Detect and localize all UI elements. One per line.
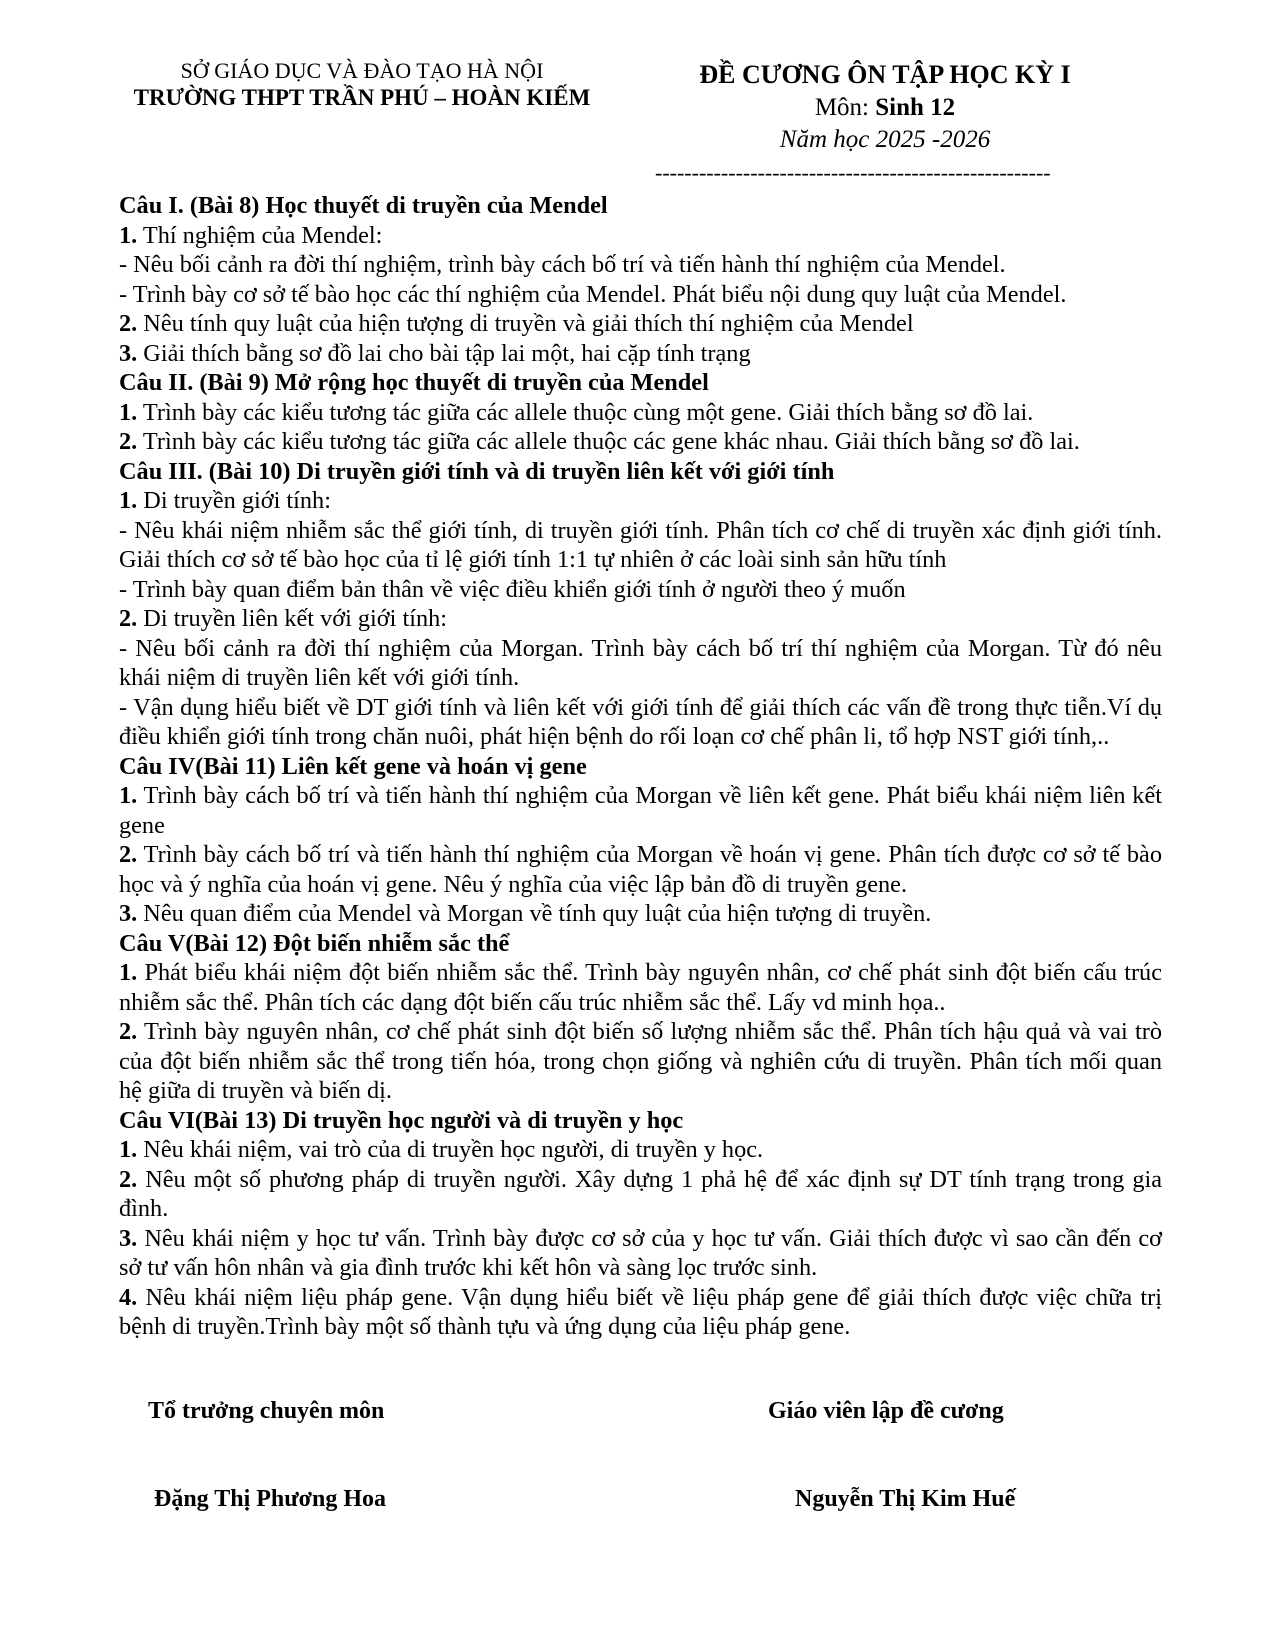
item-number: 2.: [119, 1165, 138, 1193]
item-number: 2.: [119, 310, 138, 337]
item-text: Nêu khái niệm y học tư vấn. Trình bày được cơ sở của y học tư vấn. Giải thích được vì sao cần đến cơ sở tư vấn hôn nhân và gia đình trước khi kết hôn và sàng lọc trước sinh.: [119, 1224, 1162, 1281]
signature-left-name: Đặng Thị Phương Hoa: [154, 1486, 386, 1512]
numbered-item: [119, 1283, 1162, 1342]
bullet-item: [119, 516, 1162, 575]
bullet-item: [119, 575, 1162, 605]
item-number: 1.: [119, 782, 138, 809]
signature-left-role: Tổ trưởng chuyên môn: [148, 1398, 385, 1424]
section-heading: Câu III. (Bài 10) Di truyền giới tính và di truyền liên kết với giới tính: [119, 457, 835, 485]
numbered-item: [119, 486, 1162, 516]
signature-right-name: Nguyễn Thị Kim Huế: [795, 1486, 1016, 1512]
header-divider: ------------------------------------------------------: [655, 160, 1051, 185]
item-number: 1.: [119, 221, 138, 249]
department-name: SỞ GIÁO DỤC VÀ ĐÀO TẠO HÀ NỘI: [180, 58, 544, 83]
school-name: TRƯỜNG THPT TRẦN PHÚ – HOÀN KIẾM: [133, 85, 591, 110]
header-right: [640, 58, 1130, 156]
item-text: - Nêu bối cảnh ra đời thí nghiệm, trình bày cách bố trí và tiến hành thí nghiệm của Mendel.: [119, 251, 1006, 278]
numbered-item: [119, 339, 1162, 369]
bullet-item: [119, 693, 1162, 752]
numbered-item: [119, 1224, 1162, 1283]
header-left: [112, 58, 612, 112]
section-heading: Câu VI(Bài 13) Di truyền học người và di truyền y học: [119, 1106, 684, 1134]
document-title: ĐỀ CƯƠNG ÔN TẬP HỌC KỲ I: [699, 60, 1071, 89]
numbered-item: [119, 398, 1162, 428]
section-heading: Câu V(Bài 12) Đột biến nhiễm sắc thể: [119, 929, 510, 957]
item-text: - Vận dụng hiểu biết về DT giới tính và liên kết với giới tính để giải thích các vấn đề trong thực tiễn.Ví dụ điều khiển giới tính trong chăn nuôi, phát hiện bệnh do rối loạn cơ chế phân li, tổ hợp NST giới tính,..: [119, 693, 1162, 750]
numbered-item: [119, 1017, 1162, 1106]
subject-line: [640, 92, 1130, 124]
bullet-item: [119, 634, 1162, 693]
section-heading: Câu I. (Bài 8) Học thuyết di truyền của Mendel: [119, 192, 608, 219]
numbered-item: [119, 1165, 1162, 1224]
document-body: [119, 191, 1162, 1342]
item-text: Trình bày cách bố trí và tiến hành thí nghiệm của Morgan về liên kết gene. Phát biểu khái niệm liên kết gene: [119, 782, 1162, 839]
numbered-item: [119, 309, 1162, 339]
bullet-item: [119, 250, 1162, 280]
item-text: - Nêu bối cảnh ra đời thí nghiệm của Morgan. Trình bày cách bố trí thí nghiệm của Morgan. Từ đó nêu khái niệm di truyền liên kết với giới tính.: [119, 634, 1162, 691]
item-text: Di truyền liên kết với giới tính:: [137, 605, 448, 632]
signature-right-role: Giáo viên lập đề cương: [768, 1398, 1004, 1424]
item-text: Nêu tính quy luật của hiện tượng di truyền và giải thích thí nghiệm của Mendel: [137, 310, 914, 337]
item-text: Nêu một số phương pháp di truyền người. Xây dựng 1 phả hệ để xác định sự DT tính trạng trong gia đình.: [119, 1165, 1162, 1222]
numbered-item: [119, 840, 1162, 899]
item-text: Trình bày cách bố trí và tiến hành thí nghiệm của Morgan về hoán vị gene. Phân tích được cơ sở tế bào học và ý nghĩa của hoán vị gene. Nêu ý nghĩa của việc lập bản đồ di truyền gene.: [119, 841, 1162, 898]
item-text: Nêu quan điểm của Mendel và Morgan về tính quy luật của hiện tượng di truyền.: [137, 900, 932, 927]
item-text: Di truyền giới tính:: [137, 487, 331, 514]
section-heading: Câu IV(Bài 11) Liên kết gene và hoán vị gene: [119, 752, 587, 780]
item-number: 2.: [119, 605, 138, 632]
item-number: 1.: [119, 959, 138, 986]
bullet-item: [119, 280, 1162, 310]
numbered-item: [119, 1135, 1162, 1165]
item-number: 3.: [119, 900, 138, 927]
item-text: - Nêu khái niệm nhiễm sắc thể giới tính, di truyền giới tính. Phân tích cơ chế di truyền xác định giới tính. Giải thích cơ sở tế bào học của tỉ lệ giới tính 1:1 tự nhiên ở các loài sinh sản hữu tính: [119, 516, 1162, 573]
item-number: 2.: [119, 1018, 138, 1045]
subject-label: Môn:: [814, 94, 876, 121]
item-number: 4.: [119, 1283, 138, 1311]
numbered-item: [119, 604, 1162, 634]
item-text: Thí nghiệm của Mendel:: [137, 221, 383, 249]
numbered-item: [119, 958, 1162, 1017]
numbered-item: [119, 221, 1162, 251]
numbered-item: [119, 899, 1162, 929]
item-text: Trình bày các kiểu tương tác giữa các allele thuộc cùng một gene. Giải thích bằng sơ đồ lai.: [137, 398, 1034, 426]
item-number: 3.: [119, 339, 138, 367]
numbered-item: [119, 781, 1162, 840]
item-number: 1.: [119, 487, 138, 514]
item-text: Trình bày nguyên nhân, cơ chế phát sinh đột biến số lượng nhiễm sắc thể. Phân tích hậu quả và vai trò của đột biến nhiễm sắc thể trong tiến hóa, trong chọn giống và nghiên cứu di truyền. Phân tích mối quan hệ giữa di truyền và biến dị.: [119, 1018, 1162, 1104]
section-heading: Câu II. (Bài 9) Mở rộng học thuyết di truyền của Mendel: [119, 369, 709, 396]
numbered-item: [119, 427, 1162, 457]
item-number: 1.: [119, 398, 138, 426]
item-number: 1.: [119, 1136, 138, 1163]
item-text: - Trình bày quan điểm bản thân về việc điều khiển giới tính ở người theo ý muốn: [119, 575, 906, 603]
item-text: - Trình bày cơ sở tế bào học các thí nghiệm của Mendel. Phát biểu nội dung quy luật của Mendel.: [119, 280, 1067, 308]
item-text: Nêu khái niệm liệu pháp gene. Vận dụng hiểu biết về liệu pháp gene để giải thích được việc chữa trị bệnh di truyền.Trình bày một số thành tựu và ứng dụng của liệu pháp gene.: [119, 1283, 1162, 1340]
item-number: 2.: [119, 841, 138, 868]
item-text: Phát biểu khái niệm đột biến nhiễm sắc thể. Trình bày nguyên nhân, cơ chế phát sinh đột biến cấu trúc nhiễm sắc thể. Phân tích các dạng đột biến cấu trúc nhiễm sắc thể. Lấy vd minh họa..: [119, 959, 1162, 1016]
item-text: Trình bày các kiểu tương tác giữa các allele thuộc các gene khác nhau. Giải thích bằng sơ đồ lai.: [137, 428, 1080, 455]
subject-name: Sinh 12: [875, 94, 956, 121]
item-number: 3.: [119, 1224, 138, 1252]
item-text: Giải thích bằng sơ đồ lai cho bài tập lai một, hai cặp tính trạng: [137, 339, 751, 367]
item-text: Nêu khái niệm, vai trò của di truyền học người, di truyền y học.: [137, 1136, 764, 1163]
school-year: Năm học 2025 -2026: [779, 126, 991, 153]
item-number: 2.: [119, 428, 138, 455]
